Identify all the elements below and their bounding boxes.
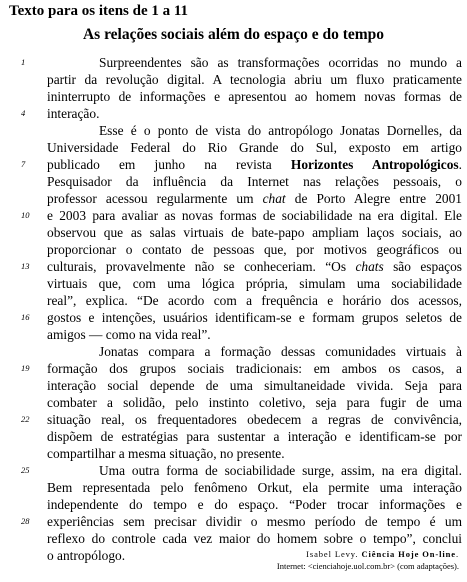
line-number: 22 — [21, 414, 30, 424]
line-text: o antropólogo. — [47, 548, 126, 563]
line-text: real”, explica. “De acordo com a frequência e horário dos acessos, — [47, 293, 462, 308]
line-text: observou que as salas virtuais de bate-papo ampliam laços sociais, ao — [47, 225, 462, 240]
line-text: publicado em junho na revista Horizontes Antropológicos. — [47, 157, 462, 172]
line-text: Jonatas compara a formação dessas comunidades virtuais à — [99, 344, 462, 359]
line-text: situação real, os frequentadores obedecem a regras de convivência, — [47, 412, 462, 427]
line-number: 13 — [21, 261, 30, 271]
text-line — [47, 88, 462, 105]
source-url: Internet: <cienciahoje.uol.com.br> (com adaptações). — [276, 561, 459, 571]
text-line — [47, 173, 462, 190]
text-line — [47, 241, 462, 258]
line-text: Bem representada pelo fenômeno Orkut, ela permite uma interação — [47, 480, 462, 495]
text-line — [47, 275, 462, 292]
line-text: virtuais que, com uma lógica própria, simulam uma sociabilidade — [47, 276, 462, 291]
text-line — [47, 496, 462, 513]
text-line — [47, 479, 462, 496]
line-text: gostos e intenções, usuários identificam-se e formam grupos seletos de — [47, 310, 462, 325]
text-line — [21, 156, 462, 173]
article-body — [21, 54, 463, 564]
line-number: 7 — [21, 159, 26, 169]
text-line — [47, 394, 462, 411]
line-text: proporcionar o contato de pessoas que, por motivos geográficos ou — [47, 242, 462, 257]
line-number: 4 — [21, 108, 26, 118]
text-line — [47, 326, 462, 343]
line-number: 16 — [21, 312, 30, 322]
line-text: culturais, provavelmente não se conheceriam. “Os chats são espaços — [47, 259, 462, 274]
line-text: Uma outra forma de sociabilidade surge, assim, na era digital. — [99, 463, 462, 478]
line-text: independente do tempo e do espaço. “Poder trocar informações e — [47, 497, 462, 512]
text-line — [21, 360, 462, 377]
line-text: dispõem de estratégias para sustentar a interação e identificam-se por — [47, 429, 462, 444]
line-text: Universidade Federal do Rio Grande do Sul, exposto em artigo — [47, 140, 462, 155]
line-text: compartilhar a mesma situação, no presente. — [47, 446, 285, 461]
text-line — [47, 377, 462, 394]
source-author: Isabel Levy. Ciência Hoje On-line. — [306, 549, 459, 559]
text-line — [21, 411, 462, 428]
text-line — [47, 139, 462, 156]
line-number: 1 — [21, 57, 26, 67]
text-line — [47, 122, 462, 139]
line-number: 25 — [21, 465, 30, 475]
line-number: 28 — [21, 516, 30, 526]
text-line — [47, 190, 462, 207]
text-line — [21, 462, 462, 479]
text-line — [47, 224, 462, 241]
line-text: Surpreendentes são as transformações ocorridas no mundo a — [99, 55, 462, 70]
text-line — [47, 428, 462, 445]
text-line — [21, 54, 462, 71]
text-line — [47, 343, 462, 360]
line-text: reflexo do controle cada vez maior do homem sobre o tempo”, conclui — [47, 531, 462, 546]
text-line — [47, 445, 462, 462]
article-title: As relações sociais além do espaço e do tempo — [82, 26, 385, 43]
line-text: experiências sem precisar dividir o mesmo período de tempo é um — [47, 514, 462, 529]
text-line — [47, 292, 462, 309]
line-text: amigos — como na vida real”. — [47, 327, 211, 342]
text-line — [47, 530, 462, 547]
line-text: formação dos grupos sociais tradicionais: em ambos os casos, a — [47, 361, 462, 376]
text-line — [21, 513, 462, 530]
line-number: 10 — [21, 210, 30, 220]
line-text: Esse é o ponto de vista do antropólogo Jonatas Dornelles, da — [99, 123, 462, 138]
line-text: interação. — [47, 106, 100, 121]
line-text: e 2003 para avaliar as novas formas de sociabilidade na era digital. Ele — [47, 208, 462, 223]
line-text: combater a solidão, pelo instinto coletivo, seja para fugir de uma — [47, 395, 462, 410]
text-line — [21, 258, 462, 275]
section-header: Texto para os itens de 1 a 11 — [9, 3, 189, 19]
line-text: partir da revolução digital. A tecnologia abriu um fluxo praticamente — [47, 72, 462, 87]
text-line — [21, 207, 462, 224]
line-text: Pesquisador da influência da Internet nas relações pessoais, o — [47, 174, 462, 189]
text-line — [47, 71, 462, 88]
line-text: interação social depende de uma simultaneidade vivida. Seja para — [47, 378, 462, 393]
text-line — [21, 309, 462, 326]
text-line — [21, 105, 462, 122]
line-text: ininterrupto de informações e apresentou ao homem novas formas de — [47, 89, 462, 104]
line-text: professor acessou regularmente um chat de Porto Alegre entre 2001 — [47, 191, 463, 206]
line-number: 19 — [21, 363, 30, 373]
